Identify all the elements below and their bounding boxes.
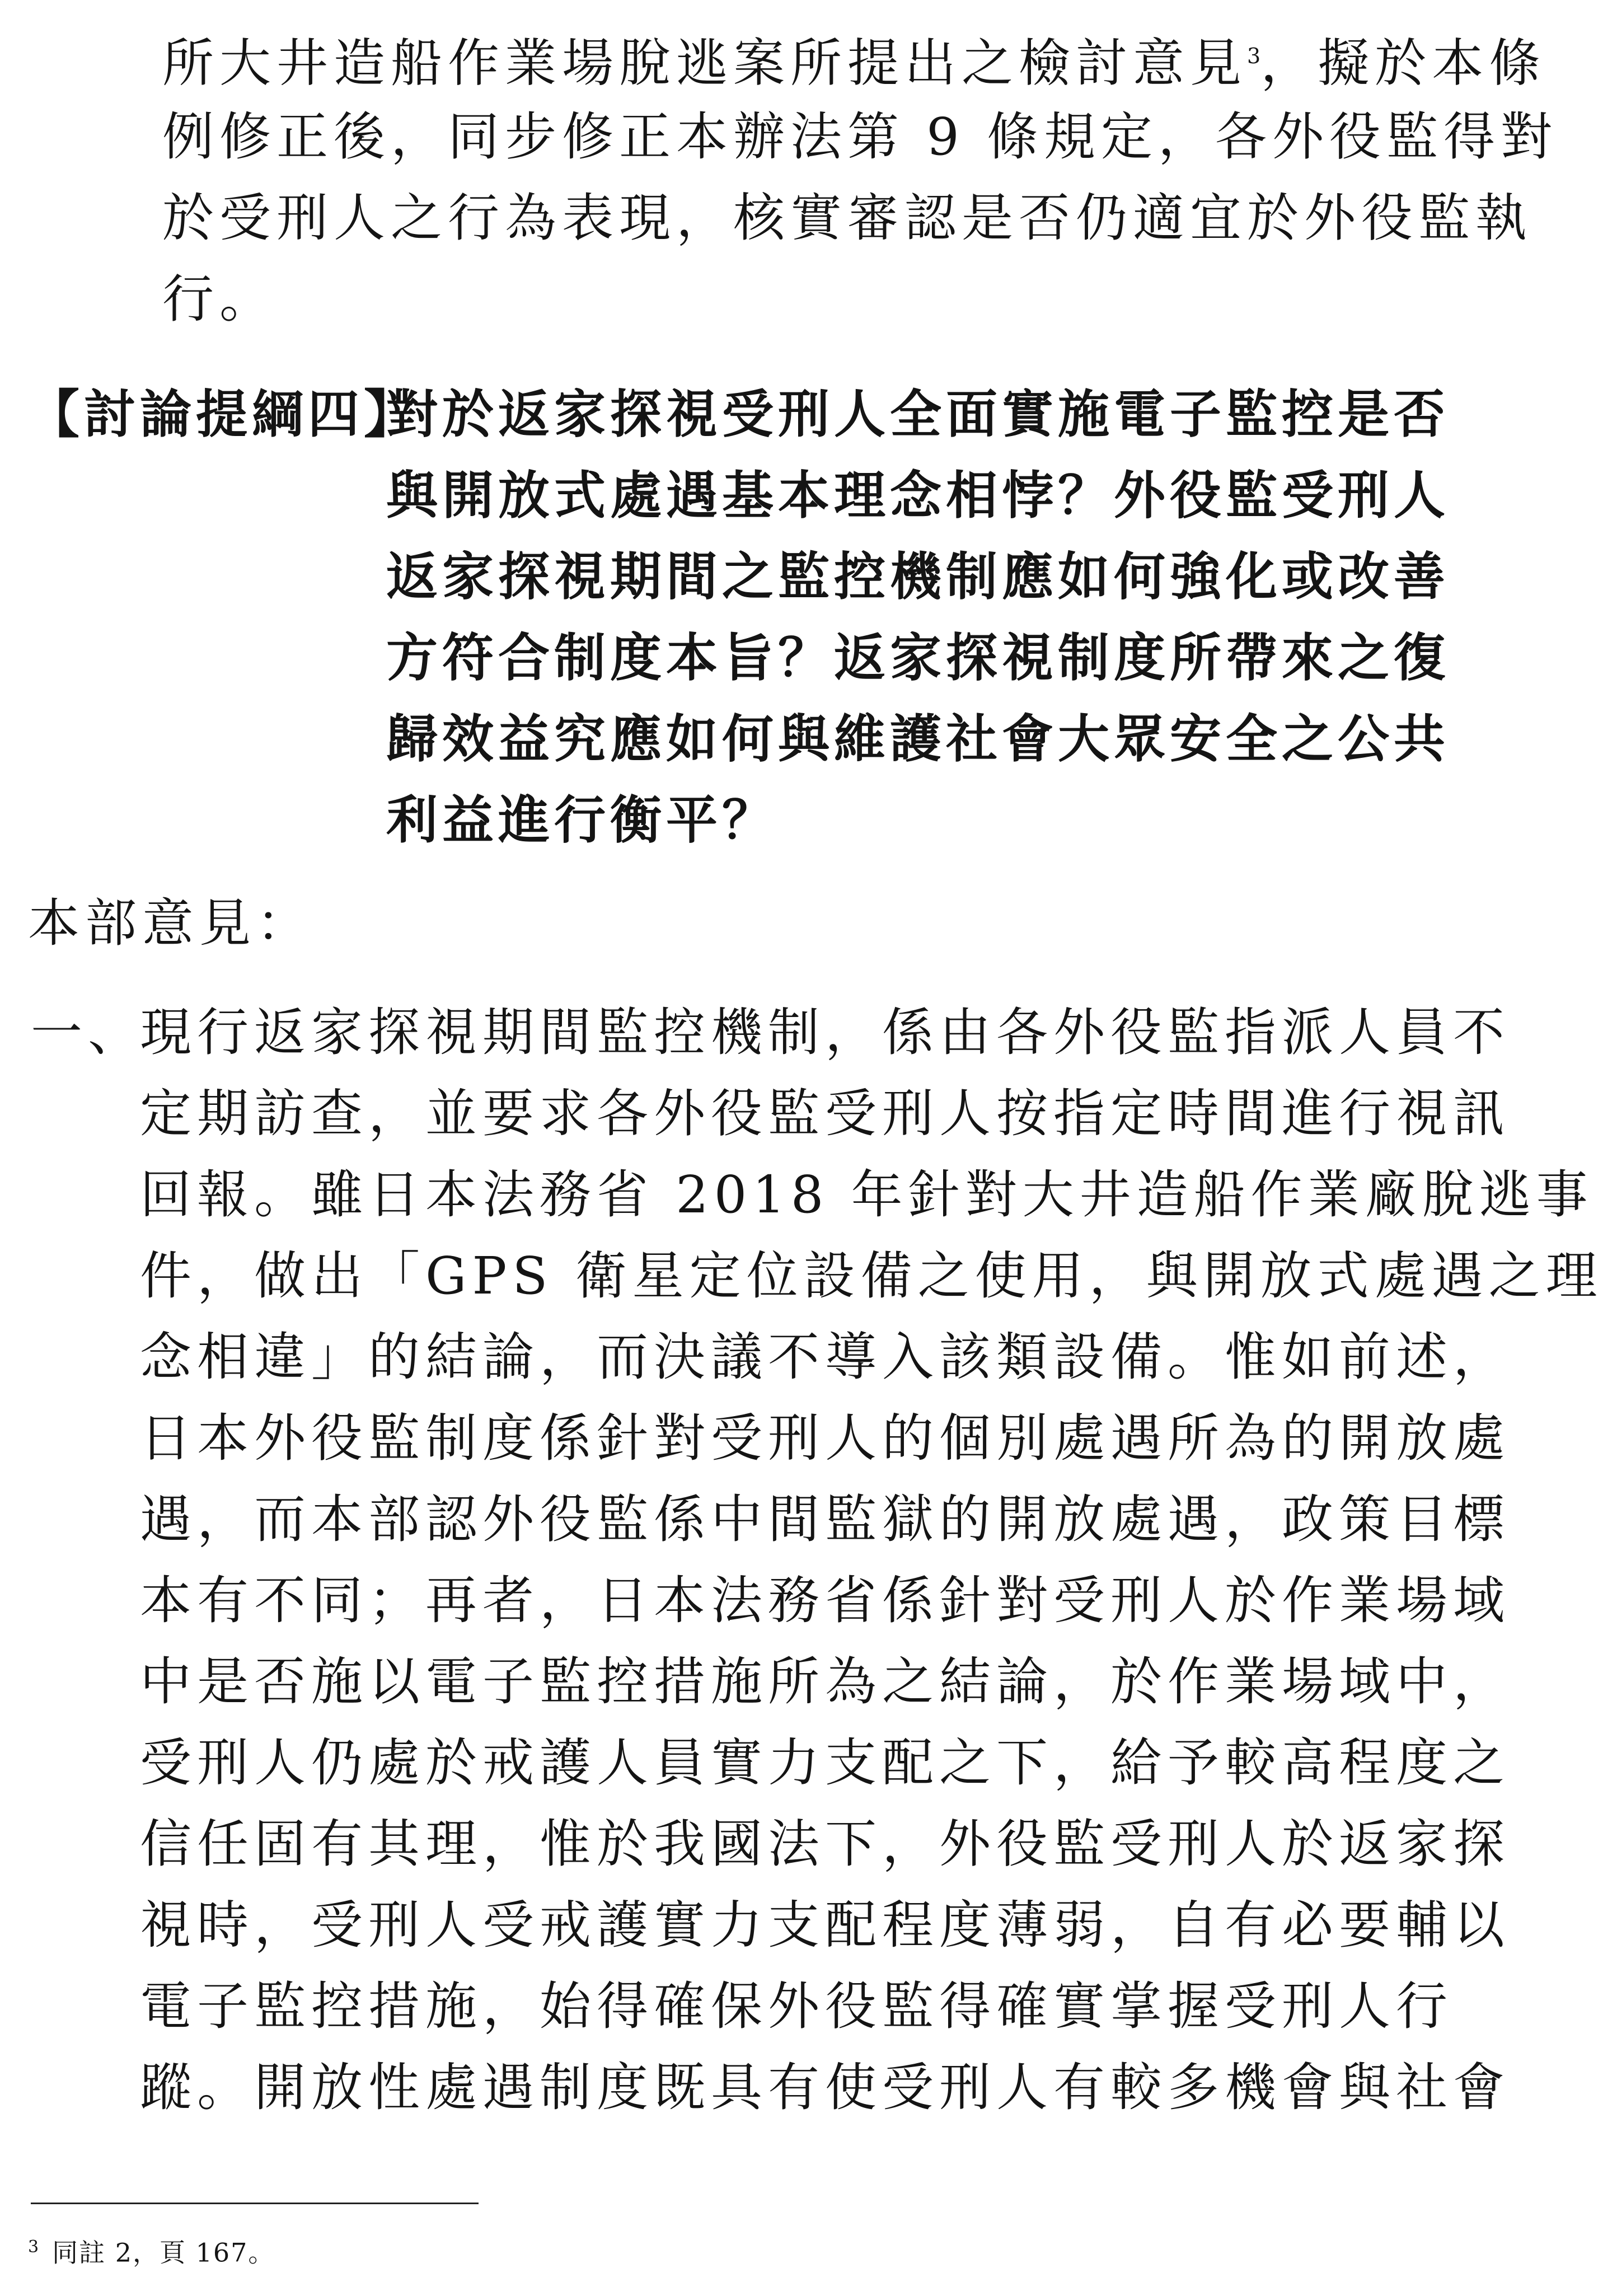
intro-line-1-tail: ，擬於本條	[1260, 33, 1546, 93]
intro-line-1-text: 所大井造船作業場脫逃案所提出之檢討意見	[162, 33, 1248, 93]
discussion-line: 利益進行衡平？	[386, 790, 779, 850]
opinion-line: 定期訪查，並要求各外役監受刑人按指定時間進行視訊	[140, 1084, 1511, 1144]
opinion-item-marker: 一、	[31, 1002, 146, 1062]
footnote	[28, 2231, 275, 2269]
opinion-heading: 本部意見：	[28, 893, 314, 953]
discussion-line: 方符合制度本旨？返家探視制度所帶來之復	[386, 627, 1450, 688]
footnote-mark: 3	[28, 2237, 40, 2257]
intro-line-2: 例修正後，同步修正本辦法第 9 條規定，各外役監得對	[162, 107, 1558, 167]
opinion-line: 遇，而本部認外役監係中間監獄的開放處遇，政策目標	[140, 1489, 1511, 1549]
intro-line-3: 於受刑人之行為表現，核實審認是否仍適宜於外役監執	[162, 188, 1533, 248]
opinion-line: 念相違」的結論，而決議不導入該類設備。惟如前述，	[140, 1327, 1511, 1387]
opinion-line: 蹤。開放性處遇制度既具有使受刑人有較多機會與社會	[140, 2058, 1511, 2117]
opinion-line: 視時，受刑人受戒護實力支配程度薄弱，自有必要輔以	[140, 1895, 1511, 1955]
opinion-line: 電子監控措施，始得確保外役監得確實掌握受刑人行	[140, 1976, 1454, 2036]
discussion-line: 歸效益究應如何與維護社會大眾安全之公共	[386, 709, 1450, 769]
intro-line-1	[162, 25, 1546, 95]
footnote-text: 同註 2，頁 167。	[52, 2237, 275, 2268]
opinion-line: 件，做出「GPS 衛星定位設備之使用，與開放式處遇之理	[140, 1246, 1603, 1306]
opinion-line: 現行返家探視期間監控機制，係由各外役監指派人員不	[140, 1002, 1511, 1062]
opinion-line: 受刑人仍處於戒護人員實力支配之下，給予較高程度之	[140, 1733, 1511, 1793]
intro-line-4: 行。	[162, 269, 277, 329]
opinion-line: 信任固有其理，惟於我國法下，外役監受刑人於返家探	[140, 1814, 1511, 1874]
discussion-label: 【討論提綱四】	[28, 384, 420, 444]
discussion-line: 返家探視期間之監控機制應如何強化或改善	[386, 546, 1450, 607]
opinion-line: 日本外役監制度係針對受刑人的個別處遇所為的開放處	[140, 1408, 1511, 1468]
opinion-line: 中是否施以電子監控措施所為之結論，於作業場域中，	[140, 1652, 1511, 1712]
opinion-line: 回報。雖日本法務省 2018 年針對大井造船作業廠脫逃事	[140, 1165, 1593, 1225]
footnote-divider	[31, 2203, 479, 2204]
discussion-line: 與開放式處遇基本理念相悖？外役監受刑人	[386, 465, 1450, 526]
discussion-line: 對於返家探視受刑人全面實施電子監控是否	[386, 384, 1450, 444]
opinion-line: 本有不同；再者，日本法務省係針對受刑人於作業場域	[140, 1571, 1511, 1630]
footnote-reference: 3	[1247, 44, 1261, 68]
